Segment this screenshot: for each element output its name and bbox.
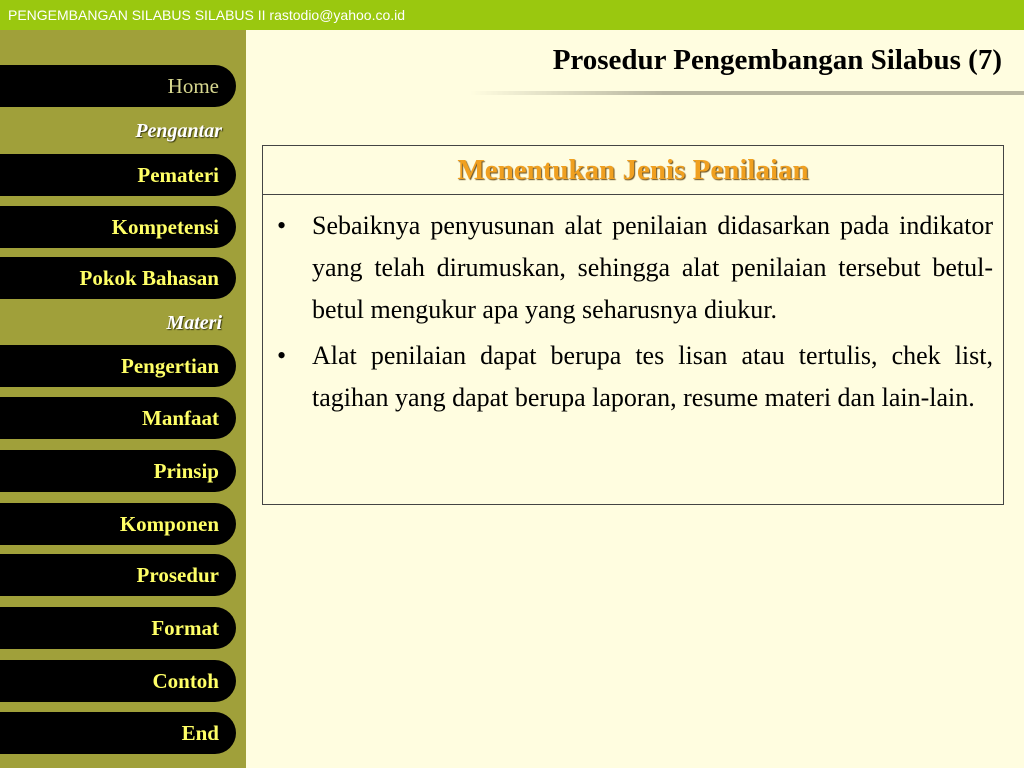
content-box [262,145,1004,505]
nav-pengertian-button[interactable]: Pengertian [0,345,236,387]
bullet-list [263,195,1003,419]
bullet-text: Alat penilaian dapat berupa tes lisan atau tertulis, chek list, tagihan yang dapat berupa laporan, resume materi dan lain-lain. [312,341,993,412]
section-label-materi: Materi [166,312,222,334]
bullet-marker: • [277,211,287,240]
nav-format-button[interactable]: Format [0,607,236,649]
nav-contoh-button[interactable]: Contoh [0,660,236,702]
top-banner: PENGEMBANGAN SILABUS SILABUS II rastodio@yahoo.co.id [0,0,1024,30]
nav-kompetensi-button[interactable]: Kompetensi [0,206,236,248]
title-underline [470,91,1024,95]
content-heading: Menentukan Jenis Penilaian [263,146,1003,195]
nav-prinsip-button[interactable]: Prinsip [0,450,236,492]
nav-pokok-bahasan-button[interactable]: Pokok Bahasan [0,257,236,299]
bullet-marker: • [277,341,287,370]
nav-home-button[interactable]: Home [0,65,236,107]
nav-manfaat-button[interactable]: Manfaat [0,397,236,439]
nav-komponen-button[interactable]: Komponen [0,503,236,545]
bullet-text: Sebaiknya penyusunan alat penilaian didasarkan pada indikator yang telah dirumuskan, sehingga alat penilaian tersebut betul-betul mengukur apa yang seharusnya diukur. [312,211,993,324]
sidebar-navigation [0,30,246,768]
nav-pemateri-button[interactable]: Pemateri [0,154,236,196]
slide-title: Prosedur Pengembangan Silabus (7) [552,44,1002,76]
section-label-pengantar: Pengantar [135,120,222,142]
bullet-item [277,335,993,419]
nav-end-button[interactable]: End [0,712,236,754]
nav-prosedur-button[interactable]: Prosedur [0,554,236,596]
bullet-item [277,205,993,331]
